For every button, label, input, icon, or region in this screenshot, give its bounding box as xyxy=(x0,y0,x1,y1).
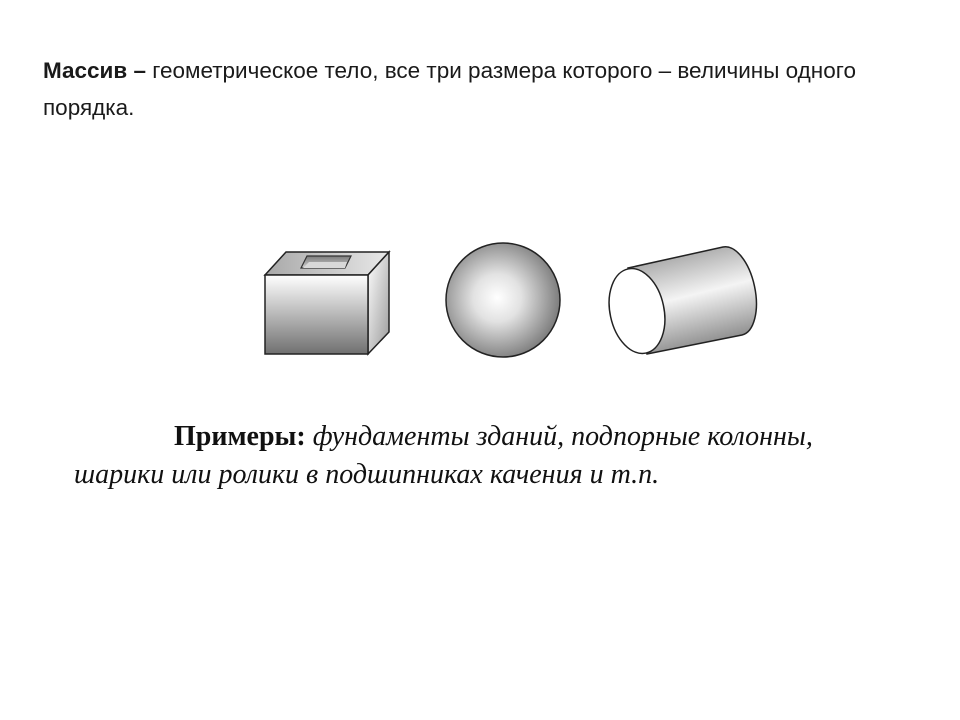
examples-line-1 xyxy=(74,418,934,456)
definition-term: Массив xyxy=(43,58,128,83)
definition-dash: – xyxy=(127,58,153,83)
definition-paragraph xyxy=(43,52,903,126)
examples-text-2: шарики или ролики в подшипниках качения и т.п. xyxy=(74,459,660,490)
definition-text: геометрическое тело, все три размера которого – величины одного порядка. xyxy=(43,58,856,120)
examples-text-1: фундаменты зданий, подпорные колонны, xyxy=(305,421,813,452)
examples-paragraph xyxy=(74,418,934,494)
cylinder-icon xyxy=(602,247,757,359)
hollow-cube-icon xyxy=(265,252,389,354)
examples-label: Примеры: xyxy=(174,421,306,452)
figures-illustration xyxy=(255,232,765,367)
sphere-icon xyxy=(446,243,560,357)
